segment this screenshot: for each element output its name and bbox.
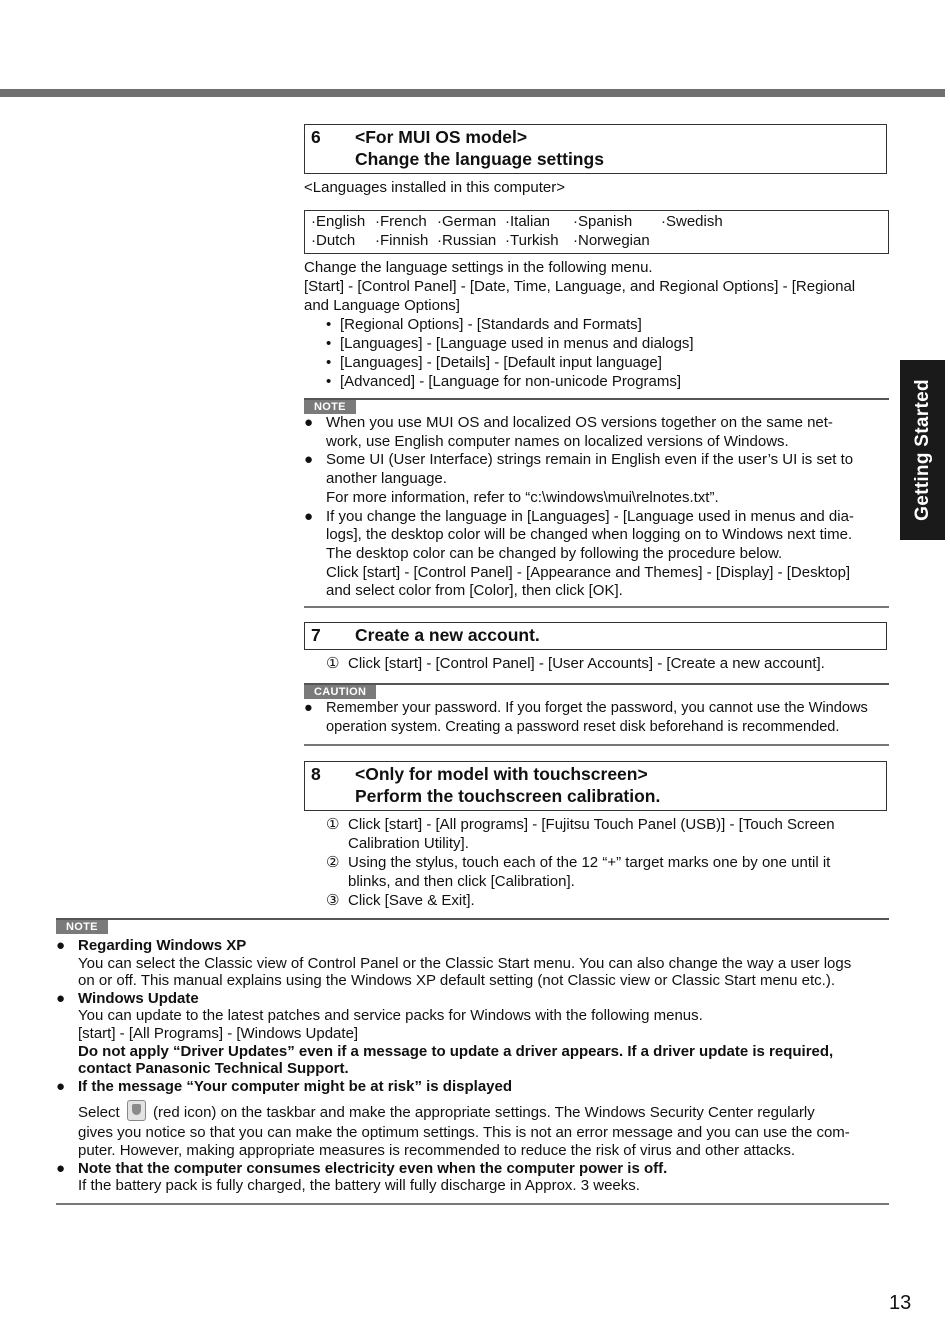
step-6-notes — [304, 414, 889, 601]
note-label — [304, 399, 889, 414]
language: ·Dutch — [311, 232, 356, 249]
note-item — [56, 1160, 889, 1195]
menu-path-item: • [Languages] - [Details] - [Default input language] — [326, 354, 662, 371]
menu-path-item: • [Regional Options] - [Standards and Formats] — [326, 316, 642, 333]
section-tab — [900, 360, 945, 540]
bullet-icon: ● — [304, 700, 313, 716]
bullet-icon: ● — [56, 1077, 66, 1095]
bullet-icon: ● — [56, 989, 66, 1007]
language: ·Swedish — [661, 213, 723, 230]
note-item — [56, 937, 889, 990]
language: ·French — [375, 213, 427, 230]
step-item — [304, 654, 889, 673]
item-text: Click [start] - [Control Panel] - [User Accounts] - [Create a new account]. — [348, 655, 825, 672]
section-end-rule — [56, 1203, 889, 1205]
bullet-icon: ● — [56, 1159, 66, 1177]
step-7-item — [304, 654, 889, 673]
text-line: on or off. This manual explains using the Windows XP default setting (not Classic view or Classic Start menu etc.). — [78, 972, 836, 990]
note-heading: Note that the computer consumes electricity even when the computer power is off. — [78, 1159, 668, 1177]
language: ·Spanish — [573, 213, 633, 230]
section-tab-label: Getting Started — [911, 379, 933, 521]
text-line: [Start] - [Control Panel] - [Date, Time, Language, and Regional Options] - [Regional — [304, 278, 856, 295]
text-line: Click [start] - [All programs] - [Fujitsu Touch Panel (USB)] - [Touch Screen — [348, 816, 835, 833]
bottom-notes — [56, 937, 889, 1195]
bottom-note-label — [56, 919, 889, 934]
note-item — [304, 508, 889, 602]
bullet-icon: ● — [304, 414, 314, 431]
menu-path-text: [Advanced] - [Language for non-unicode Programs] — [340, 373, 682, 390]
menu-path-text: [Languages] - [Language used in menus and dialogs] — [340, 335, 694, 352]
text-line: You can select the Classic view of Control Panel or the Classic Start menu. You can also change the way a user logs — [78, 954, 852, 972]
top-rule — [0, 89, 945, 97]
note-tag: NOTE — [304, 400, 356, 414]
language: ·Norwegian — [573, 232, 650, 249]
warning-line: Do not apply “Driver Updates” even if a message to update a driver appears. If a driver update is required, — [78, 1042, 834, 1060]
language-list-box — [304, 210, 889, 254]
language: ·Finnish — [375, 232, 429, 249]
language: ·Russian — [437, 232, 497, 249]
menu-path-text: [Regional Options] - [Standards and Formats] — [340, 316, 642, 333]
step-number: 8 — [311, 764, 321, 784]
step-8-items — [304, 815, 889, 910]
security-shield-icon — [127, 1100, 146, 1121]
text-line: [start] - [All Programs] - [Windows Update] — [78, 1024, 359, 1042]
text-line: Click [start] - [Control Panel] - [Appearance and Themes] - [Display] - [Desktop] — [326, 563, 851, 581]
language: ·Turkish — [505, 232, 559, 249]
menu-path-item: • [Advanced] - [Language for non-unicode Programs] — [326, 373, 682, 390]
bullet-icon: ● — [56, 937, 66, 954]
text-line: and Language Options] — [304, 297, 460, 314]
text-line: If you change the language in [Languages] - [Language used in menus and dia- — [326, 507, 854, 525]
bullet-icon: ● — [304, 507, 314, 525]
page-number: 13 — [889, 1292, 912, 1314]
item-number: ② — [326, 854, 340, 871]
text-line: If the battery pack is fully charged, the battery will fully discharge in Approx. 3 weeks. — [78, 1177, 640, 1195]
text-line: The desktop color can be changed by following the procedure below. — [326, 544, 783, 562]
note-item — [56, 1078, 889, 1160]
languages-label-text: <Languages installed in this computer> — [304, 179, 566, 196]
note-tag: NOTE — [56, 920, 108, 934]
text-line: Some UI (User Interface) strings remain in English even if the user’s UI is set to — [326, 451, 854, 469]
text-line: another language. — [326, 470, 447, 488]
step-7-header — [304, 622, 887, 650]
text-line: When you use MUI OS and localized OS versions together on the same net- — [326, 414, 833, 431]
caution-text — [304, 699, 889, 737]
text-line: For more information, refer to “c:\windows\mui\relnotes.txt”. — [326, 488, 719, 506]
note-heading: If the message “Your computer might be at risk” is displayed — [78, 1077, 513, 1095]
text-line: operation system. Creating a password reset disk beforehand is recommended. — [326, 719, 840, 735]
note-item — [304, 451, 889, 507]
text-line: Click [Save & Exit]. — [348, 892, 475, 909]
text-line: Change the language settings in the following menu. — [304, 259, 653, 276]
note-heading: Regarding Windows XP — [78, 937, 247, 954]
risk-text: (red icon) on the taskbar and make the appropriate settings. The Windows Security Center regularly — [153, 1104, 815, 1122]
step-6-header — [304, 124, 887, 174]
step-title: <Only for model with touchscreen> — [355, 764, 648, 784]
text-line: blinks, and then click [Calibration]. — [348, 873, 575, 890]
text-line — [78, 1100, 889, 1124]
language: ·English — [311, 213, 366, 230]
text-line: logs], the desktop color will be changed when logging on to Windows next time. — [326, 526, 853, 544]
text-line: Using the stylus, touch each of the 12 “+” target marks one by one until it — [348, 854, 831, 871]
menu-path-item: • [Languages] - [Language used in menus and dialogs] — [326, 335, 694, 352]
step-8-header — [304, 761, 887, 811]
language: ·German — [437, 213, 497, 230]
section-end-rule — [304, 744, 889, 746]
step-title: Perform the touchscreen calibration. — [355, 786, 661, 806]
select-text: Select — [78, 1104, 120, 1122]
menu-path-text: [Languages] - [Details] - [Default input language] — [340, 354, 662, 371]
step-title: <For MUI OS model> — [355, 127, 528, 147]
item-number: ① — [326, 816, 340, 833]
step-number: 6 — [311, 127, 321, 147]
step-item — [304, 853, 889, 891]
text-line: Calibration Utility]. — [348, 835, 469, 852]
item-number: ① — [326, 655, 340, 672]
text-line: Remember your password. If you forget the password, you cannot use the Windows — [326, 700, 868, 716]
warning-line: contact Panasonic Technical Support. — [78, 1060, 349, 1078]
step-item — [304, 891, 889, 910]
step-number: 7 — [311, 625, 321, 645]
caution-tag: CAUTION — [304, 685, 376, 699]
language: ·Italian — [505, 213, 551, 230]
note-item — [304, 414, 889, 451]
section-end-rule — [304, 606, 889, 608]
step-title: Create a new account. — [355, 625, 540, 645]
note-item — [56, 990, 889, 1078]
languages-label — [304, 178, 889, 197]
text-line: puter. However, making appropriate measures is recommended to reduce the risk of virus and other attacks. — [78, 1141, 796, 1159]
note-heading: Windows Update — [78, 989, 199, 1007]
change-language-text — [304, 258, 889, 391]
text-line: and select color from [Color], then click [OK]. — [326, 582, 623, 600]
text-line: You can update to the latest patches and service packs for Windows with the following menus. — [78, 1007, 703, 1025]
step-item — [304, 815, 889, 853]
step-title: Change the language settings — [355, 149, 604, 169]
caution-label — [304, 684, 889, 699]
item-number: ③ — [326, 892, 340, 909]
text-line: gives you notice so that you can make the optimum settings. This is not an error message and you can use the com- — [78, 1124, 850, 1142]
caution-item — [304, 699, 889, 737]
text-line: work, use English computer names on localized versions of Windows. — [326, 432, 789, 450]
bullet-icon: ● — [304, 451, 314, 469]
